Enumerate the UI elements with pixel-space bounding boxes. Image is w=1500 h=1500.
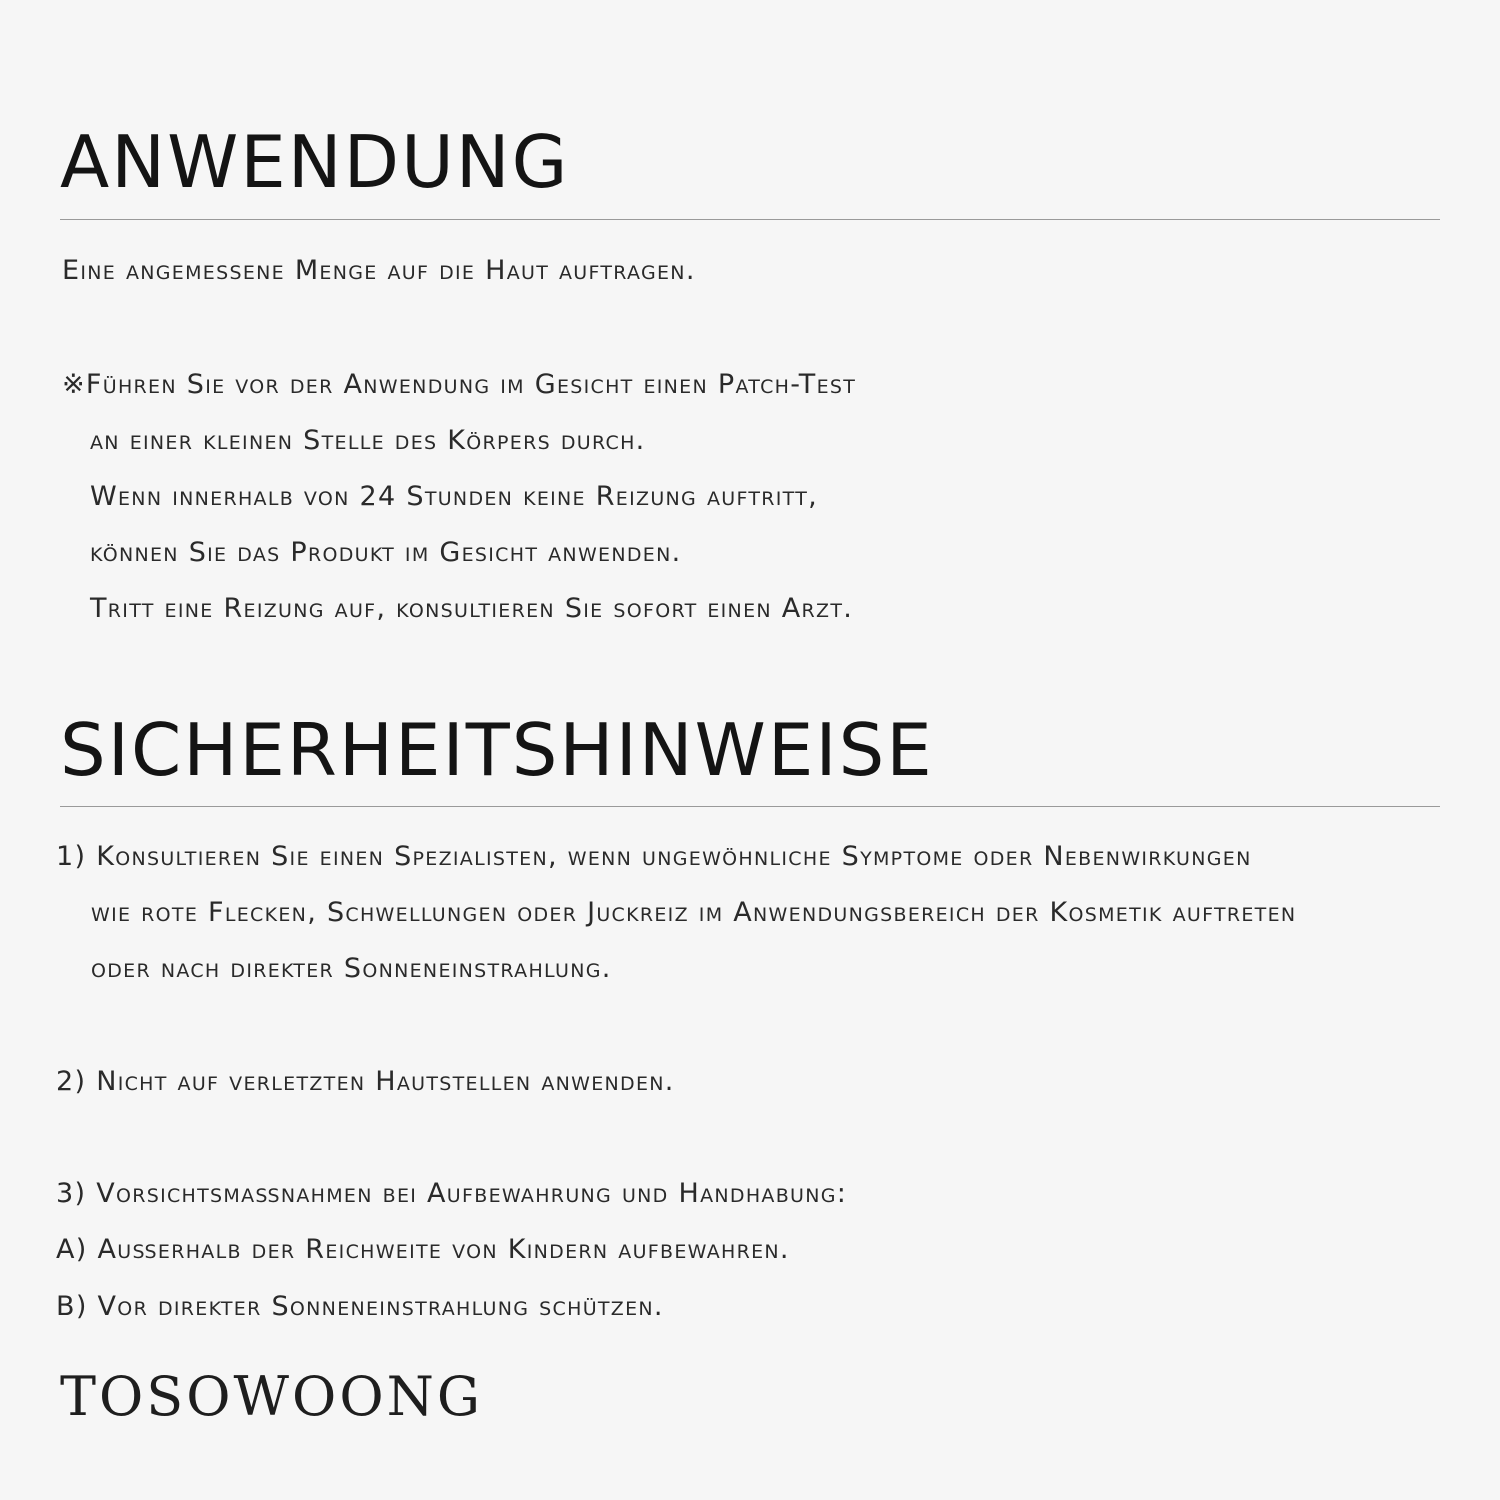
usage-divider bbox=[60, 219, 1440, 220]
usage-note-line: Wenn innerhalb von 24 Stunden keine Reizung auftritt, bbox=[90, 481, 819, 512]
safety-item-1-line: 1) Konsultieren Sie einen Spezialisten, wenn ungewöhnliche Symptome oder Nebenwirkungen bbox=[56, 841, 1252, 872]
usage-note-line: an einer kleinen Stelle des Körpers durch. bbox=[90, 425, 646, 456]
safety-item-3-sub-a: A) Außerhalb der Reichweite von Kindern aufbewahren. bbox=[56, 1234, 790, 1265]
safety-item-1-line: wie rote Flecken, Schwellungen oder Juckreiz im Anwendungsbereich der Kosmetik auftreten bbox=[91, 897, 1297, 928]
safety-item-3: 3) Vorsichtsmaßnahmen bei Aufbewahrung und Handhabung: bbox=[56, 1178, 848, 1209]
brand-logo: TOSOWOONG bbox=[60, 1365, 483, 1428]
safety-item-1-line: oder nach direkter Sonneneinstrahlung. bbox=[91, 953, 612, 984]
safety-item-3-sub-b: B) Vor direkter Sonneneinstrahlung schützen. bbox=[56, 1291, 664, 1322]
usage-note-line: ※Führen Sie vor der Anwendung im Gesicht einen Patch-Test bbox=[62, 369, 857, 400]
safety-item-2: 2) Nicht auf verletzten Hautstellen anwenden. bbox=[56, 1066, 675, 1097]
usage-note-line: Tritt eine Reizung auf, konsultieren Sie sofort einen Arzt. bbox=[90, 593, 854, 624]
usage-heading: ANWENDUNG bbox=[60, 120, 570, 204]
usage-note-line: können Sie das Produkt im Gesicht anwenden. bbox=[90, 537, 682, 568]
safety-heading: SICHERHEITSHINWEISE bbox=[60, 708, 934, 792]
safety-divider bbox=[60, 806, 1440, 807]
usage-intro: Eine angemessene Menge auf die Haut auftragen. bbox=[62, 255, 696, 286]
